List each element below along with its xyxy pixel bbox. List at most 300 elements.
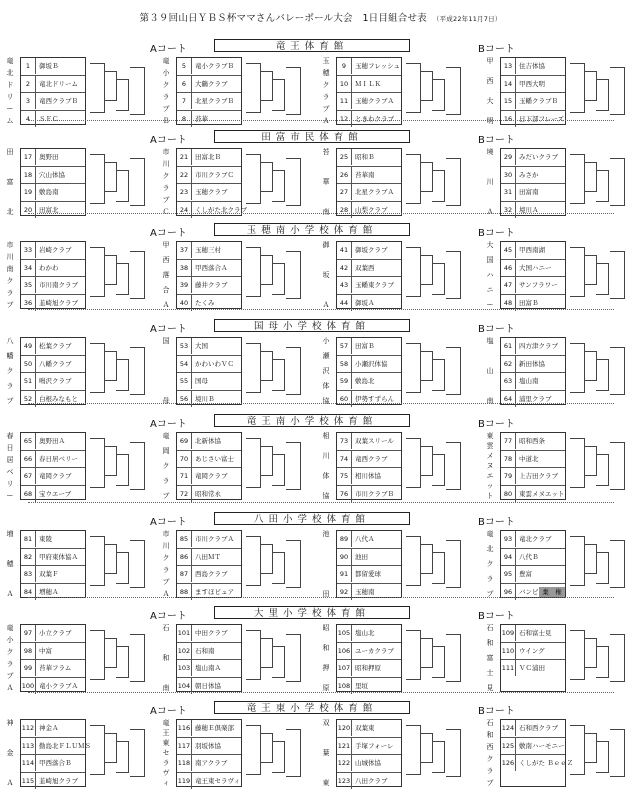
team-list <box>500 337 566 405</box>
team-row <box>177 184 241 202</box>
section-divider <box>28 403 614 404</box>
bracket-line <box>286 729 301 777</box>
team-number: 47 <box>501 277 516 293</box>
court-b-label: Bコート <box>478 611 515 622</box>
bracket-lines <box>90 630 150 686</box>
team-name: 敷島北 <box>355 377 375 385</box>
bracket-lines <box>406 536 466 592</box>
team-name: 御坂クラブ <box>355 246 388 254</box>
group-winner-label <box>318 530 334 598</box>
group-label-char: 東 <box>162 738 170 747</box>
team-name: 双葉Ｆ <box>39 570 59 578</box>
group-label-char: 神 <box>6 719 14 727</box>
group-label-char: 日 <box>6 443 14 452</box>
bracket-group <box>482 148 632 216</box>
team-row <box>337 773 401 790</box>
group-label-char: 岡 <box>162 446 170 455</box>
bracket-lines <box>90 247 150 303</box>
team-number: 25 <box>337 149 352 165</box>
team-name: 穴山体協 <box>39 170 65 179</box>
group-label-char: Ａ <box>322 300 330 309</box>
team-number: 79 <box>501 468 516 484</box>
team-number: 12 <box>337 111 352 127</box>
team-name: 中田クラブ <box>195 629 228 637</box>
group-label-char: 合 <box>162 285 170 294</box>
team-number: 37 <box>177 242 192 258</box>
team-row <box>501 260 565 278</box>
group-label-char: セ <box>162 748 170 757</box>
team-row <box>21 451 85 469</box>
group-label-char: ラ <box>6 659 14 668</box>
team-list <box>20 530 86 598</box>
team-number: 48 <box>501 295 516 311</box>
team-name: 東雲メヌエット <box>519 489 565 498</box>
team-number: 97 <box>21 625 36 641</box>
team-number: 74 <box>337 451 352 467</box>
team-list <box>500 57 566 125</box>
forfeit-badge: 棄 権 <box>539 587 565 597</box>
team-list <box>500 719 574 787</box>
court-a-label: Aコート <box>150 324 187 335</box>
team-name: 市川クラブＡ <box>195 535 234 543</box>
team-list <box>176 57 242 125</box>
team-row <box>177 738 241 756</box>
team-number: 15 <box>501 93 516 109</box>
venue-section <box>0 702 641 796</box>
group-label-char: 南 <box>322 207 330 216</box>
group-label-char: 雲 <box>486 441 494 450</box>
group-label-char: 竜 <box>486 530 494 538</box>
group-label-char: ヴ <box>162 768 170 777</box>
team-name: 甲西落合Ｂ <box>39 759 72 767</box>
group-label-char: 和 <box>322 643 330 652</box>
team-name: 八代Ａ <box>355 535 375 543</box>
bracket-line <box>406 343 421 393</box>
team-row <box>337 111 401 128</box>
team-row <box>337 356 401 374</box>
group-label-char: 和 <box>486 730 494 739</box>
team-row <box>177 111 241 128</box>
team-row <box>177 260 241 278</box>
bracket-line <box>596 741 609 773</box>
group-label-char: 東 <box>486 432 494 440</box>
team-row <box>177 433 241 451</box>
group-winner-label <box>482 530 498 598</box>
team-name: 竜西クラブＢ <box>39 97 78 105</box>
bracket-lines <box>90 725 150 781</box>
bracket-group <box>318 530 468 598</box>
team-row <box>21 242 85 260</box>
group-label-char: ハ <box>486 270 494 279</box>
bracket-line <box>116 79 129 111</box>
group-label-char: ト <box>486 491 494 500</box>
team-row <box>21 660 85 678</box>
team-number: 54 <box>177 356 192 372</box>
team-number: 55 <box>177 373 192 389</box>
team-number: 45 <box>501 242 516 258</box>
team-name: 甲西南湖 <box>519 246 545 254</box>
team-name: 境川Ａ <box>519 205 539 214</box>
team-name: 鳴沢クラブ <box>39 377 72 385</box>
team-name: わかわ <box>39 263 59 272</box>
team-number: 22 <box>177 167 192 183</box>
court-b-label: Bコート <box>478 419 515 430</box>
bracket-lines <box>570 343 630 399</box>
team-number: 69 <box>177 433 192 449</box>
team-name: 玉穂クラブ <box>195 188 228 196</box>
bracket-line <box>570 630 585 680</box>
team-row <box>501 755 574 772</box>
team-name: 石和南 <box>195 646 215 655</box>
team-number: 44 <box>337 295 352 311</box>
team-name: 玉穂南 <box>355 587 375 596</box>
bracket-group <box>482 241 632 309</box>
group-label-char: ッ <box>486 481 494 490</box>
bracket-lines <box>406 247 466 303</box>
team-list <box>500 148 566 216</box>
group-winner-label <box>318 148 334 216</box>
bracket-line <box>286 67 301 115</box>
team-number: 87 <box>177 566 192 582</box>
group-label-char: 小 <box>322 337 330 345</box>
bracket-group <box>2 432 152 500</box>
team-name: 勤島北ＦＬＵＭＳ <box>39 741 91 750</box>
team-name: 双葉東 <box>355 724 375 732</box>
team-row <box>337 202 401 219</box>
bracket-line <box>432 359 445 391</box>
bracket-lines <box>570 154 630 210</box>
team-name: 玉穂フレッシュ <box>355 62 401 70</box>
team-row <box>501 391 565 408</box>
team-list <box>20 624 86 692</box>
team-row <box>177 93 241 111</box>
group-label-char: ニ <box>486 285 494 294</box>
group-label-char: 明 <box>486 116 494 125</box>
team-name: くしがた ＢｅｅＺ <box>519 759 574 767</box>
team-number: 123 <box>337 773 352 789</box>
group-label-char: ク <box>6 366 14 375</box>
bracket-line <box>406 725 421 775</box>
group-label-char: 竜 <box>6 624 14 632</box>
title-date: （平成22年11月7日） <box>432 15 502 23</box>
group-label-char: 瀬 <box>322 351 330 360</box>
bracket-lines <box>406 154 466 210</box>
group-winner-label <box>482 148 498 216</box>
court-a-label: Aコート <box>150 135 187 146</box>
group-winner-label <box>2 241 18 309</box>
group-label-char: 川 <box>486 177 494 186</box>
bracket-group <box>158 337 308 405</box>
bracket-lines <box>246 247 306 303</box>
group-label-char: ラ <box>162 565 170 574</box>
team-number: 63 <box>501 373 516 389</box>
team-row <box>177 531 241 549</box>
group-label-char: 大 <box>486 241 494 249</box>
team-name: 双葉西 <box>355 263 375 272</box>
team-number: 116 <box>177 720 192 736</box>
team-row <box>21 738 91 756</box>
team-name: 北星クラブＢ <box>195 97 234 105</box>
team-number: 32 <box>501 202 516 218</box>
court-a-label: Aコート <box>150 44 187 55</box>
bracket-lines <box>246 630 306 686</box>
team-name: 市川クラブＣ <box>195 170 234 179</box>
team-number: 102 <box>177 643 192 659</box>
team-number: 28 <box>337 202 352 218</box>
team-row <box>501 720 565 738</box>
team-number: 57 <box>337 338 352 354</box>
team-name: 国母 <box>195 377 208 385</box>
bracket-line <box>272 263 285 295</box>
team-name: 八代Ｂ <box>519 552 539 561</box>
group-label-char: 甲 <box>486 57 494 65</box>
group-label-char: 幡 <box>6 351 14 360</box>
bracket-line <box>596 359 609 391</box>
team-name: 御坂Ａ <box>355 298 375 307</box>
team-number: 53 <box>177 338 192 354</box>
team-row <box>177 468 241 486</box>
group-label-char: 市 <box>6 241 14 249</box>
team-list <box>176 719 242 787</box>
team-row <box>21 566 85 584</box>
team-name: 甲西大明 <box>519 79 545 88</box>
team-row <box>177 566 241 584</box>
bracket-group <box>158 241 308 309</box>
bracket-lines <box>246 438 306 494</box>
group-label-char: 石 <box>486 719 494 727</box>
group-label-char: 玉 <box>322 57 330 65</box>
team-number: 111 <box>501 660 516 676</box>
team-number: 82 <box>21 549 36 565</box>
bracket-line <box>406 63 421 113</box>
team-list <box>176 530 242 598</box>
bracket-line <box>246 630 261 680</box>
group-label-char: 南 <box>486 396 494 405</box>
group-label-char: ー <box>486 300 494 309</box>
team-row <box>177 149 241 167</box>
bracket-group <box>158 148 308 216</box>
group-label-char: ラ <box>162 758 170 767</box>
team-list <box>20 241 86 309</box>
team-name: 甲西落合Ａ <box>195 263 228 272</box>
group-label-char: 体 <box>322 471 330 480</box>
group-label-char: 市 <box>162 148 170 156</box>
team-name: 四方津クラブ <box>519 342 558 350</box>
bracket-line <box>570 154 585 204</box>
team-row <box>501 531 565 549</box>
team-name: 田富北Ｂ <box>195 153 221 161</box>
venue-name: 玉穂南小学校体育館 <box>214 223 410 236</box>
team-row <box>21 486 85 503</box>
bracket-lines <box>246 154 306 210</box>
group-label-char: 大 <box>486 96 494 105</box>
team-number: 108 <box>337 678 352 694</box>
bracket-lines <box>90 343 150 399</box>
court-b-label: Bコート <box>478 706 515 717</box>
group-label-char: 母 <box>162 396 170 405</box>
bracket-group <box>482 624 632 692</box>
team-name: 豊富 <box>519 570 532 578</box>
bracket-line <box>246 343 261 393</box>
team-number: 98 <box>21 643 36 659</box>
group-label-char: ブ <box>6 671 14 680</box>
bracket-line <box>286 540 301 588</box>
team-name: 小立クラブ <box>39 629 72 637</box>
team-name: 竜西クラブ <box>355 454 388 463</box>
team-number: 126 <box>501 755 516 771</box>
bracket-line <box>286 251 301 299</box>
venue-name: 竜王体育館 <box>214 39 410 52</box>
group-label-char: リ <box>6 479 14 488</box>
team-number: 41 <box>337 242 352 258</box>
team-number: 14 <box>501 76 516 92</box>
bracket-line <box>406 536 421 586</box>
team-name: 石和富士見 <box>519 629 552 637</box>
team-row <box>501 93 565 111</box>
venue-name: 竜王南小学校体育館 <box>214 414 410 427</box>
team-name: 手塚フォーレ <box>355 741 394 750</box>
team-list <box>500 530 566 598</box>
team-row <box>21 356 85 374</box>
team-name: 韮崎旭クラブ <box>39 776 78 785</box>
group-label-char: 相 <box>322 432 330 440</box>
team-number: 30 <box>501 167 516 183</box>
team-number: 5 <box>177 58 192 74</box>
team-name: バンビ <box>519 587 539 596</box>
team-name: ますほビュア <box>195 587 234 596</box>
bracket-line <box>596 552 609 584</box>
group-label-char: Ｃ <box>162 207 170 216</box>
team-number: 9 <box>337 58 352 74</box>
team-name: 昭和Ｂ <box>355 153 375 161</box>
team-list <box>20 148 86 216</box>
team-name: 田富北 <box>39 205 59 214</box>
bracket-line <box>432 552 445 584</box>
bracket-line <box>90 63 105 113</box>
team-number: 100 <box>21 678 36 694</box>
venue-section <box>0 415 641 509</box>
group-winner-label <box>318 57 334 125</box>
team-number: 75 <box>337 468 352 484</box>
team-name: 昭和西条 <box>519 437 545 445</box>
group-label-char: 双 <box>322 719 330 727</box>
bracket-group <box>2 530 152 598</box>
team-name: 御坂Ｂ <box>39 62 59 70</box>
group-label-char: ラ <box>486 766 494 775</box>
team-name: 玉幡クラブＢ <box>519 97 558 105</box>
group-label-char: ラ <box>162 92 170 101</box>
group-label-char: 原 <box>322 683 330 692</box>
bracket-group <box>318 432 468 500</box>
group-label-char: ム <box>6 116 14 125</box>
group-label-char: 和 <box>162 653 170 662</box>
bracket-lines <box>570 725 630 781</box>
team-name: 中道北 <box>519 454 539 463</box>
bracket-line <box>246 247 261 297</box>
team-list <box>336 148 402 216</box>
bracket-line <box>406 247 421 297</box>
team-name: 八田ＭＴ <box>195 552 221 561</box>
group-label-char: 穂 <box>322 68 330 77</box>
team-row <box>337 373 401 391</box>
team-row <box>21 773 85 790</box>
bracket-group <box>158 530 308 598</box>
court-a-label: Aコート <box>150 228 187 239</box>
bracket-line <box>130 634 145 682</box>
team-row <box>501 468 565 486</box>
venue-name: 国母小学校体育館 <box>214 319 410 332</box>
group-label-char: 竜 <box>162 719 170 727</box>
team-number: 2 <box>21 76 36 92</box>
bracket-group <box>482 530 632 598</box>
bracket-line <box>130 251 145 299</box>
group-label-char: ー <box>6 104 14 113</box>
team-row <box>337 531 401 549</box>
bracket-lines <box>406 63 466 119</box>
bracket-group <box>318 624 468 692</box>
team-name: 市川クラブＢ <box>355 489 394 498</box>
venue-section <box>0 513 641 607</box>
group-label-char: 苔 <box>322 148 330 156</box>
team-row <box>501 643 565 661</box>
team-number: 67 <box>21 468 36 484</box>
bracket-line <box>90 154 105 204</box>
team-row <box>501 242 565 260</box>
bracket-line <box>272 741 285 773</box>
bracket-group <box>318 719 468 787</box>
group-winner-label <box>482 337 498 405</box>
court-a-label: Aコート <box>150 517 187 528</box>
team-name: 中富 <box>39 646 52 655</box>
group-label-char: リ <box>6 92 14 101</box>
team-name: 奥野田 <box>39 153 59 161</box>
group-label-char: 竜 <box>6 57 14 65</box>
team-row <box>177 625 241 643</box>
group-label-char: ブ <box>322 104 330 113</box>
group-label-char: ク <box>6 276 14 285</box>
title-text: 第３９回山日ＹＢＳ杯ママさんバレーボール大会 1日目組合せ表 <box>139 13 427 24</box>
team-number: 39 <box>177 277 192 293</box>
bracket-group <box>318 148 468 216</box>
team-number: 73 <box>337 433 352 449</box>
bracket-line <box>446 729 461 777</box>
bracket-line <box>116 741 129 773</box>
bracket-group <box>2 719 152 787</box>
team-name: 小瀬沢体協 <box>355 359 388 368</box>
bracket-line <box>596 646 609 678</box>
group-label-char: Ｂ <box>162 116 170 125</box>
group-label-char: ブ <box>162 491 170 500</box>
bracket-line <box>246 725 261 775</box>
group-winner-label <box>482 719 498 787</box>
bracket-line <box>432 646 445 678</box>
team-row <box>501 76 565 94</box>
group-label-char: ブ <box>6 396 14 405</box>
team-name: 敷島南 <box>39 188 59 196</box>
bracket-line <box>570 343 585 393</box>
team-number: 77 <box>501 433 516 449</box>
team-number: 23 <box>177 184 192 200</box>
team-name: 市川南クラブ <box>39 281 78 289</box>
team-list <box>336 719 402 787</box>
team-row <box>177 373 241 391</box>
court-b-label: Bコート <box>478 324 515 335</box>
group-label-char: Ａ <box>162 589 170 598</box>
team-name: 朝日体協 <box>195 681 221 690</box>
team-name: 宝ウエーブ <box>39 489 72 498</box>
team-number: 84 <box>21 584 36 600</box>
team-name: 西島クラブ <box>195 570 228 578</box>
